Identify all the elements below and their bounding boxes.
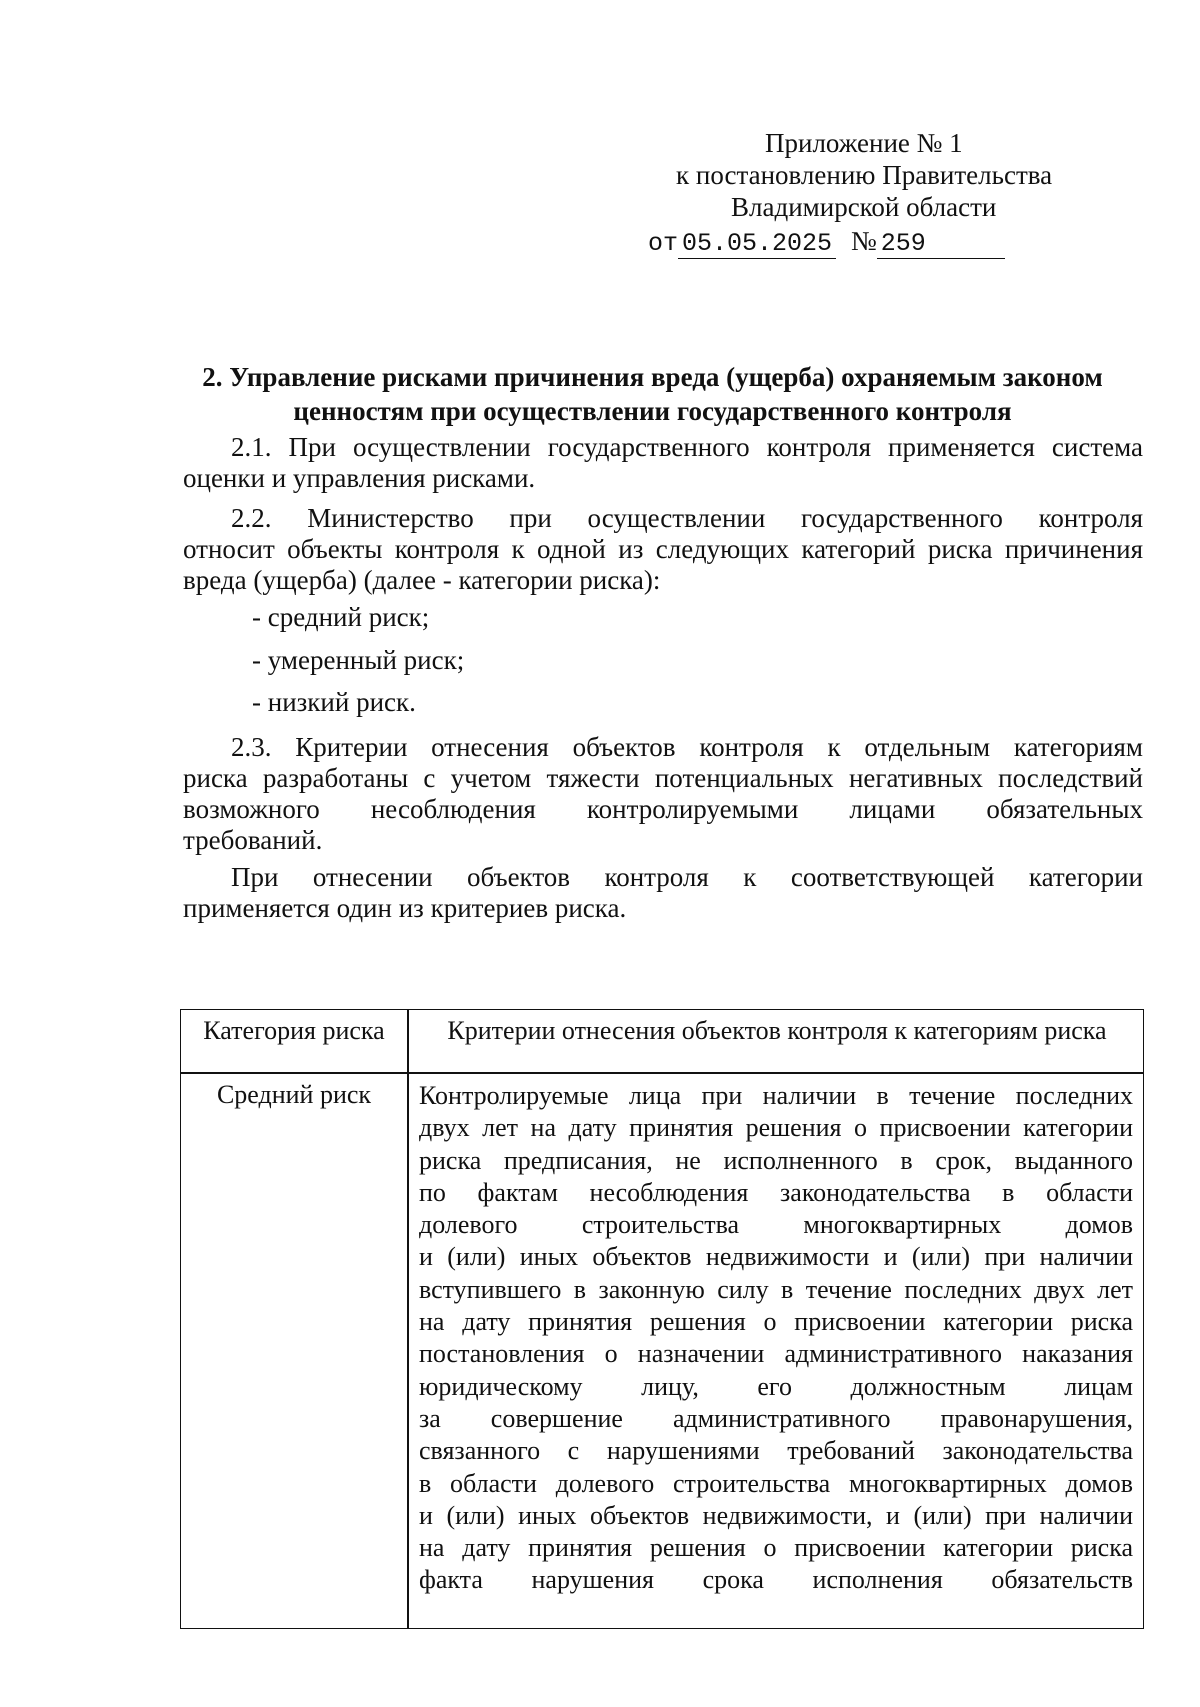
appendix-region: Владимирской области bbox=[731, 192, 997, 222]
table-cell-category: Средний риск bbox=[216, 1080, 372, 1109]
paragraph-line: 2.3. Критерии отнесения объектов контроля к отдельным категориям bbox=[231, 732, 1143, 762]
criteria-line: двух лет на дату принятия решения о присвоении категории bbox=[419, 1113, 1133, 1143]
criteria-line: факта нарушения срока исполнения обязательств bbox=[419, 1565, 1133, 1595]
paragraph-line: 2.2. Министерство при осуществлении государственного контроля bbox=[231, 503, 1143, 533]
criteria-line: вступившего в законную силу в течение последних двух лет bbox=[419, 1274, 1133, 1304]
date-prefix: от bbox=[648, 229, 679, 258]
criteria-line: на дату принятия решения о присвоении категории риска bbox=[419, 1533, 1133, 1563]
criteria-line: Контролируемые лица при наличии в течение последних bbox=[419, 1081, 1133, 1110]
criteria-line: связанного с нарушениями требований законодательства bbox=[419, 1436, 1133, 1466]
risk-list-item-moderate: - умеренный риск; bbox=[252, 645, 465, 675]
decree-number: 259 bbox=[877, 229, 1005, 259]
paragraph-line: требований. bbox=[183, 825, 323, 855]
criteria-line: и (или) иных объектов недвижимости, и (или) при наличии bbox=[419, 1500, 1133, 1530]
table-column-divider bbox=[407, 1010, 409, 1628]
section-title-line1: 2. Управление рисками причинения вреда (ущерба) охраняемым законом bbox=[202, 362, 1103, 392]
decree-date-line bbox=[648, 226, 1005, 259]
paragraph-line: оценки и управления рисками. bbox=[183, 463, 536, 493]
risk-criteria-table bbox=[180, 1009, 1144, 1629]
number-prefix: № bbox=[851, 226, 877, 256]
paragraph-line: относит объекты контроля к одной из следующих категорий риска причинения bbox=[183, 534, 1143, 564]
criteria-line: и (или) иных объектов недвижимости и (или) при наличии bbox=[419, 1242, 1133, 1272]
appendix-title: Приложение № 1 bbox=[765, 128, 963, 158]
criteria-line: долевого строительства многоквартирных домов bbox=[419, 1210, 1133, 1240]
section-title bbox=[175, 360, 1130, 428]
paragraph-line: возможного несоблюдения контролируемыми лицами обязательных bbox=[183, 794, 1143, 824]
table-header-divider bbox=[181, 1072, 1143, 1074]
appendix-subtitle: к постановлению Правительства bbox=[676, 160, 1053, 190]
paragraph-2-3 bbox=[183, 732, 1143, 856]
paragraph-line: 2.1. При осуществлении государственного контроля применяется система bbox=[231, 432, 1143, 462]
paragraph-line: При отнесении объектов контроля к соответствующей категории bbox=[231, 862, 1143, 892]
criteria-line: риска предписания, не исполненного в срок, выданного bbox=[419, 1145, 1133, 1175]
criteria-line: по фактам несоблюдения законодательства в области bbox=[419, 1177, 1133, 1207]
paragraph-criteria-intro bbox=[183, 862, 1143, 924]
paragraph-2-2 bbox=[183, 503, 1143, 596]
table-header-criteria: Критерии отнесения объектов контроля к категориям риска bbox=[447, 1016, 1107, 1045]
paragraph-line: риска разработаны с учетом тяжести потенциальных негативных последствий bbox=[183, 763, 1143, 793]
paragraph-line: применяется один из критериев риска. bbox=[183, 893, 627, 923]
paragraph-2-1 bbox=[183, 432, 1143, 494]
table-cell-criteria bbox=[419, 1080, 1133, 1597]
decree-date: 05.05.2025 bbox=[678, 229, 836, 259]
table-header-category: Категория риска bbox=[203, 1016, 385, 1045]
paragraph-line: вреда (ущерба) (далее - категории риска): bbox=[183, 565, 661, 595]
criteria-line: за совершение административного правонарушения, bbox=[419, 1403, 1133, 1433]
criteria-line: на дату принятия решения о присвоении категории риска bbox=[419, 1307, 1133, 1337]
criteria-line: в области долевого строительства многоквартирных домов bbox=[419, 1468, 1133, 1498]
criteria-line: юридическому лицу, его должностным лицам bbox=[419, 1371, 1133, 1401]
section-title-line2: ценностям при осуществлении государственного контроля bbox=[293, 396, 1012, 426]
risk-list-item-low: - низкий риск. bbox=[252, 687, 416, 717]
criteria-line: постановления о назначении административного наказания bbox=[419, 1339, 1133, 1369]
risk-list-item-medium: - средний риск; bbox=[252, 602, 430, 632]
